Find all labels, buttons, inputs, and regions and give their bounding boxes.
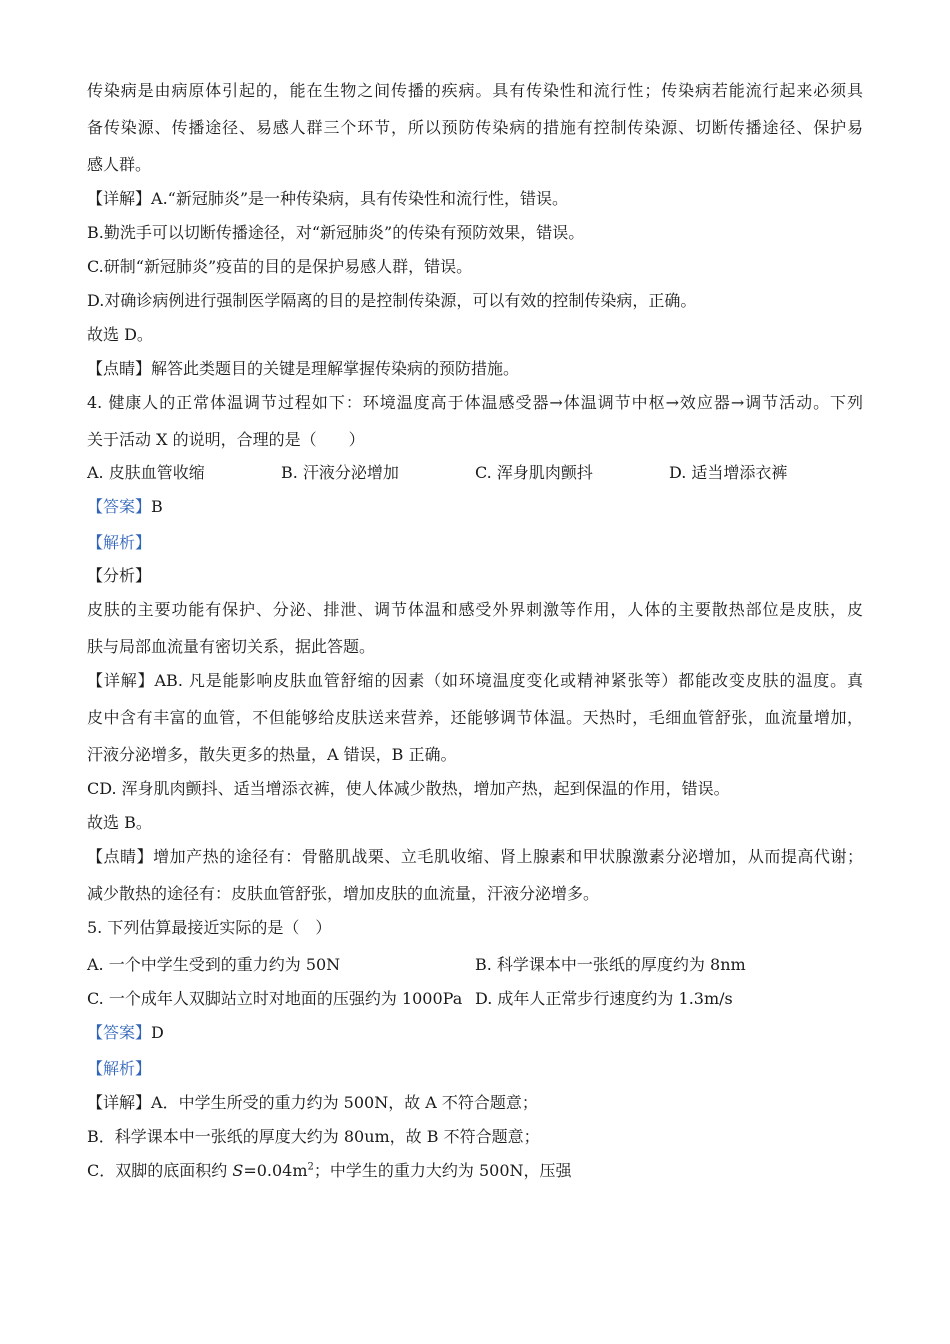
q5-option-d: D. 成年人正常步行速度约为 1.3m/s <box>475 989 733 1008</box>
q3-point <box>87 359 519 379</box>
q4-stem-line-1: 4. 健康人的正常体温调节过程如下：环境温度高于体温感受器→体温调节中枢→效应器→调节活动。下列 <box>87 393 863 412</box>
q5-detail-c-post: ；中学生的重力大约为 500N，压强 <box>313 1161 572 1180</box>
q4-option-d: D. 适当增添衣裤 <box>669 463 788 482</box>
superscript-exponent: 2 <box>307 1161 314 1173</box>
q4-fenxi-tag: 【分析】 <box>87 566 152 585</box>
q3-choice: 故选 D。 <box>87 325 153 344</box>
q3-detail-a <box>87 189 568 209</box>
q5-detail-c <box>87 1161 572 1181</box>
q4-fenxi-line-2: 肤与局部血流量有密切关系，据此答题。 <box>87 637 376 656</box>
q4-option-b: B. 汗液分泌增加 <box>281 463 399 482</box>
q3-analysis-line-1: 传染病是由病原体引起的，能在生物之间传播的疾病。具有传染性和流行性；传染病若能流行起来必须具 <box>87 81 863 100</box>
q4-answer-value: B <box>151 497 163 516</box>
q5-detail-a <box>87 1093 538 1113</box>
detail-tag: 【详解】 <box>87 671 155 690</box>
q4-choice: 故选 B。 <box>87 813 152 832</box>
area-variable: S <box>232 1161 244 1180</box>
detail-tag: 【详解】 <box>87 1093 152 1112</box>
q3-detail-d: D.对确诊病例进行强制医学隔离的目的是控制传染源，可以有效的控制传染病，正确。 <box>87 291 697 310</box>
q3-analysis-line-2: 备传染源、传播途径、易感人群三个环节，所以预防传染病的措施有控制传染源、切断传播途径、保护易 <box>87 118 863 137</box>
answer-tag: 【答案】 <box>87 497 152 516</box>
q3-point-text: 解答此类题目的关键是理解掌握传染病的预防措施。 <box>151 359 520 378</box>
q3-detail-c: C.研制“新冠肺炎”疫苗的目的是保护易感人群，错误。 <box>87 257 473 276</box>
point-tag: 【点睛】 <box>87 359 152 378</box>
q5-answer-value: D <box>151 1023 164 1042</box>
detail-tag: 【详解】 <box>87 189 152 208</box>
q5-answer <box>87 1023 164 1043</box>
q5-jiexi-tag: 【解析】 <box>87 1059 152 1078</box>
q4-answer <box>87 497 163 517</box>
q4-point-line-1-text: 增加产热的途径有：骨骼肌战栗、立毛肌收缩、肾上腺素和甲状腺激素分泌增加，从而提高代谢； <box>153 847 863 866</box>
q5-detail-a-text: A．中学生所受的重力约为 500N，故 A 不符合题意； <box>151 1093 538 1112</box>
q4-detail-line-4: CD. 浑身肌肉颤抖、适当增添衣裤，使人体减少散热，增加产热，起到保温的作用，错误。 <box>87 779 730 798</box>
q5-stem: 5. 下列估算最接近实际的是（ ） <box>87 918 332 937</box>
q3-analysis-line-3: 感人群。 <box>87 155 152 174</box>
q4-detail-line-1 <box>87 671 863 691</box>
q4-detail-line-2: 皮中含有丰富的血管，不但能够给皮肤送来营养，还能够调节体温。天热时，毛细血管舒张，血流量增加， <box>87 708 863 727</box>
q4-option-a: A. 皮肤血管收缩 <box>87 463 205 482</box>
q4-point-line-1 <box>87 847 863 867</box>
q5-option-a: A. 一个中学生受到的重力约为 50N <box>87 955 341 974</box>
q5-option-c: C. 一个成年人双脚站立时对地面的压强约为 1000Pa <box>87 989 463 1008</box>
q3-detail-a-text: A.“新冠肺炎”是一种传染病，具有传染性和流行性，错误。 <box>151 189 569 208</box>
q4-detail-line-3: 汗液分泌增多，散失更多的热量，A 错误，B 正确。 <box>87 745 457 764</box>
q4-detail-line-1-text: AB. 凡是能影响皮肤血管舒缩的因素（如环境温度变化或精神紧张等）都能改变皮肤的温度。真 <box>154 671 863 690</box>
q4-stem-line-2: 关于活动 X 的说明，合理的是（ ） <box>87 430 365 449</box>
q3-detail-b: B.勤洗手可以切断传播途径，对“新冠肺炎”的传染有预防效果，错误。 <box>87 223 585 242</box>
q4-point-line-2: 减少散热的途径有：皮肤血管舒张，增加皮肤的血流量，汗液分泌增多。 <box>87 884 600 903</box>
q5-detail-b: B．科学课本中一张纸的厚度大约为 80um，故 B 不符合题意； <box>87 1127 540 1146</box>
q5-detail-c-eq: =0.04m <box>243 1161 308 1180</box>
q5-option-b: B. 科学课本中一张纸的厚度约为 8nm <box>475 955 746 974</box>
q4-jiexi-tag: 【解析】 <box>87 533 152 552</box>
q5-detail-c-pre: C．双脚的底面积约 <box>87 1161 233 1180</box>
q4-option-c: C. 浑身肌肉颤抖 <box>475 463 593 482</box>
q4-fenxi-line-1: 皮肤的主要功能有保护、分泌、排泄、调节体温和感受外界刺激等作用，人体的主要散热部位是皮肤，皮 <box>87 600 863 619</box>
answer-tag: 【答案】 <box>87 1023 152 1042</box>
point-tag: 【点睛】 <box>87 847 154 866</box>
